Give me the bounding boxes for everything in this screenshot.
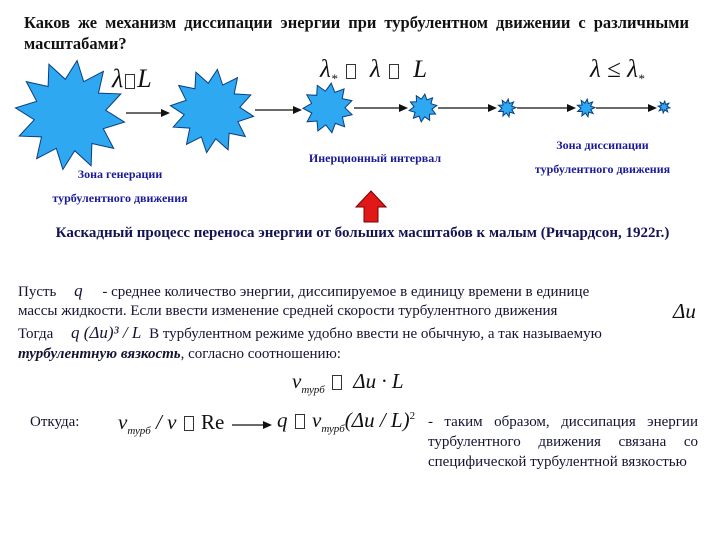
whence-label: Откуда: bbox=[30, 414, 80, 430]
eddy-star-1 bbox=[16, 61, 125, 170]
slide-title: Каков же механизм диссипации энергии при турбулентном движении с различными масштабами? bbox=[24, 13, 689, 53]
para-line-1: Пусть q - среднее количество энергии, диссипируемое в единицу времени в единице bbox=[18, 281, 590, 300]
formula-inertial-range: $\lambda_*$ λ L bbox=[320, 56, 428, 86]
para-line-2: массы жидкости. Если ввести изменение средней скорости турбулентного движения bbox=[18, 303, 558, 319]
cascade-arrow-5-head bbox=[567, 104, 576, 112]
cascade-arrow-2-head bbox=[293, 106, 302, 114]
implication-arrow-head bbox=[263, 421, 272, 429]
cascade-arrow-6-head bbox=[648, 104, 657, 112]
whence-right-formula: q $\nu_{турб}(\Delta u / L)^2$ bbox=[277, 408, 416, 436]
cascade-arrow-4-head bbox=[488, 104, 497, 112]
eddy-star-6 bbox=[577, 99, 595, 117]
placeholder-glyph bbox=[332, 375, 342, 390]
formula-dissipation: $\lambda \le \lambda_*$ bbox=[590, 56, 645, 86]
eddy-star-2 bbox=[170, 69, 253, 152]
red-up-arrow-icon bbox=[356, 191, 386, 222]
label-inertial-interval: Инерционный интервал bbox=[308, 151, 442, 165]
para-line-3: Тогда q (Δu)³ / L В турбулентном режиме удобно ввести не обычную, а так называемую bbox=[18, 323, 602, 342]
para-line-4: турбулентную вязкость, согласно соотношению: bbox=[18, 346, 341, 362]
cascade-arrow-3-head bbox=[399, 104, 408, 112]
turbulent-viscosity-formula: $\nu_{турб}$ Δu · L bbox=[292, 369, 404, 397]
eddy-star-7 bbox=[658, 101, 670, 113]
placeholder-glyph bbox=[125, 74, 135, 89]
whence-left-formula: $\nu_{турб}$ / ν Re bbox=[118, 410, 225, 438]
conclusion-text: - таким образом, диссипация энергии турбулентного движения связана со специфической турбулентной вязкостью bbox=[428, 414, 698, 470]
label-generation-zone: Зона генерации турбулентного движения bbox=[52, 167, 188, 205]
eddy-star-5 bbox=[498, 99, 516, 117]
delta-u-symbol: Δu bbox=[673, 299, 696, 323]
formula-lambda-much-less-L: λ L bbox=[112, 64, 152, 93]
cascade-arrow-1-head bbox=[161, 109, 170, 117]
placeholder-glyph bbox=[295, 414, 305, 429]
label-dissipation-zone: Зона диссипации турбулентного движения bbox=[534, 138, 671, 176]
placeholder-glyph bbox=[184, 416, 194, 431]
eddy-star-3 bbox=[303, 83, 352, 133]
placeholder-glyph bbox=[389, 64, 399, 79]
cascade-description: Каскадный процесс переноса энергии от больших масштабов к малым (Ричардсон, 1922г.) bbox=[55, 225, 670, 241]
placeholder-glyph bbox=[346, 64, 356, 79]
eddy-star-4 bbox=[409, 94, 437, 122]
